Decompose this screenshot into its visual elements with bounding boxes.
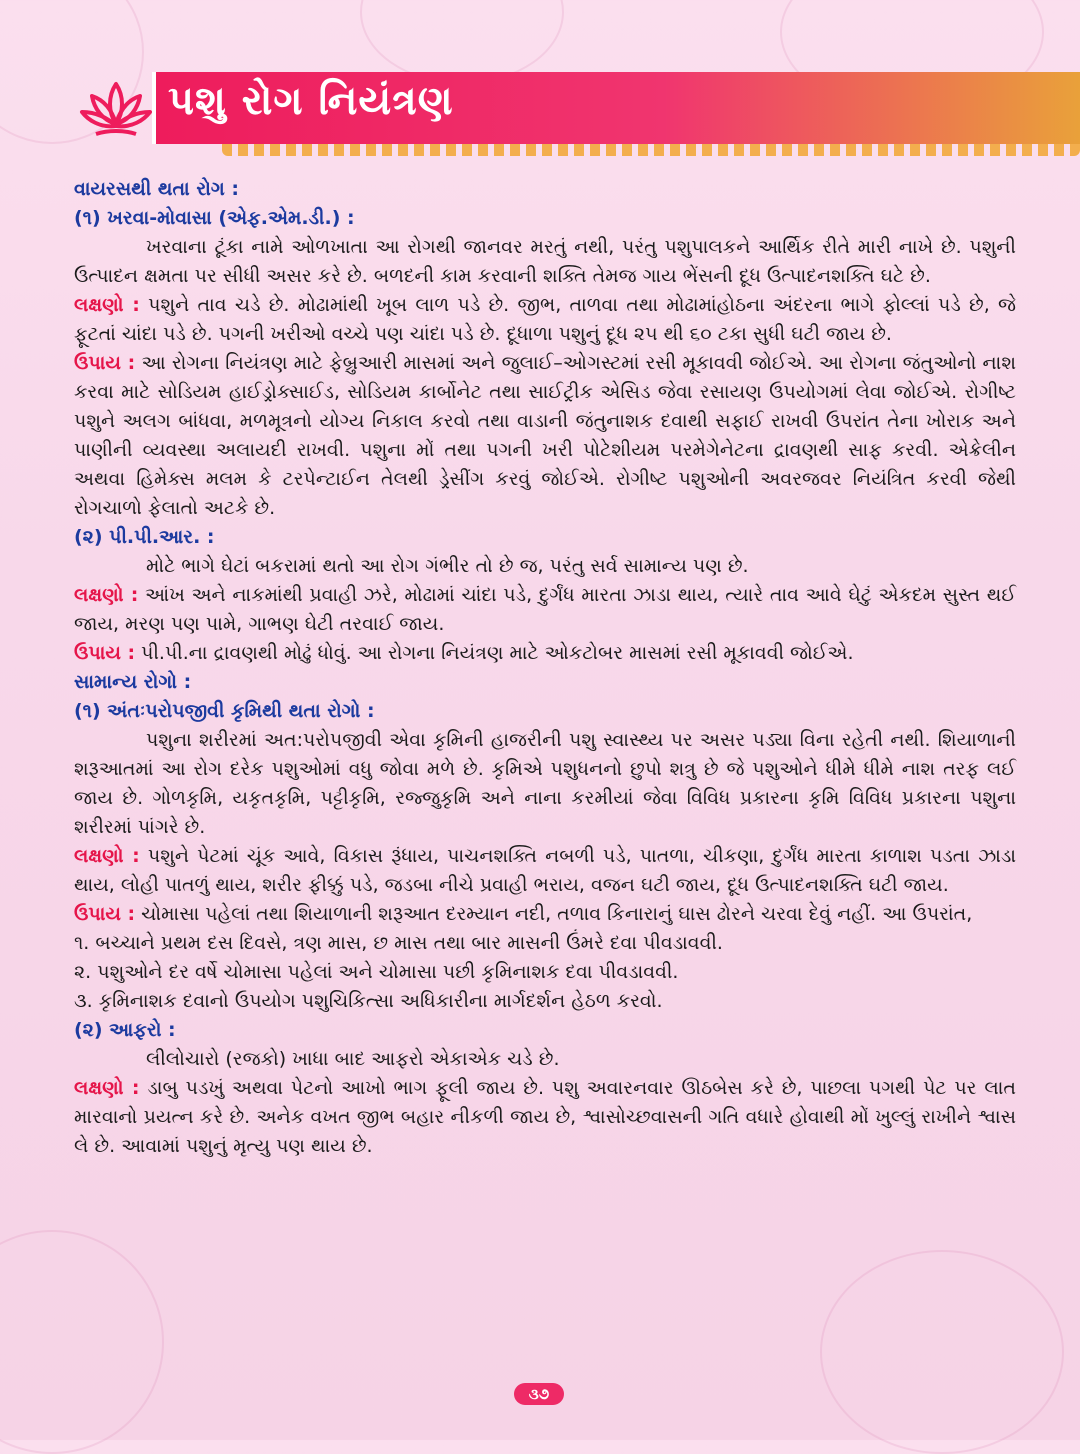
paragraph-ppr-remedy	[74, 639, 1016, 668]
page-number: ૩૭	[514, 1383, 564, 1405]
remedy-label: ઉપાય :	[74, 903, 136, 925]
remedy-text: પી.પી.ના દ્રાવણથી મોઢું ધોવું. આ રોગના નિયંત્રણ માટે ઓકટોબર માસમાં રસી મૂકાવવી જોઈએ.	[141, 642, 854, 664]
page-title: પશુ રોગ નિયંત્રણ	[168, 78, 454, 124]
page-content	[74, 175, 1016, 1161]
paragraph-ppr-intro: મોટે ભાગે ઘેટાં બકરામાં થતો આ રોગ ગંભીર તો છે જ, પરંતુ સર્વ સામાન્ય પણ છે.	[146, 555, 749, 577]
symptoms-text: પશુને તાવ ચડે છે. મોઢામાંથી ખૂબ લાળ પડે છે. જીભ, તાળવા તથા મોઢામાંહોઠના અંદરના ભાગે ફોલ્લાં પડે છે, જે ફૂટતાં ચાંદા પડે છે. પગની ખરીઓ વચ્ચે પણ ચાંદા પડે છે. દૂધાળા પશુનું દૂધ ૨૫ થી ૬૦ ટકા સુધી ઘટી જાય છે.	[74, 294, 1016, 345]
remedy-text: આ રોગના નિયંત્રણ માટે ફેબ્રુઆરી માસમાં અને જુલાઈ–ઓગસ્ટમાં રસી મૂકાવવી જોઈએ. આ રોગના જંતુઓનો નાશ કરવા માટે સોડિયમ હાઈડ્રોક્સાઈડ, સોડિયમ કાર્બોનેટ તથા સાઈટ્રીક એસિડ જેવા રસાયણ ઉપયોગમાં લેવા જોઈએ. રોગીષ્ટ પશુને અલગ બાંધવા, મળમૂત્રનો યોગ્ય નિકાલ કરવો તથા વાડાની જંતુનાશક દવાથી સફાઈ રાખવી ઉપરાંત તેના ખોરાક અને પાણીની વ્યવસ્થા અલાયદી રાખવી. પશુના મોં તથા પગની ખરી પોટેશીયમ પરમેગેનેટના દ્રાવણથી સાફ કરવી. એક્રેલીન અથવા હિમેક્સ મલમ કે ટરપેન્ટાઈન તેલથી ડ્રેસીંગ કરવું જોઈએ. રોગીષ્ટ પશુઓની અવરજવર નિયંત્રિત કરવી જેથી રોગચાળો ફેલાતો અટકે છે.	[74, 352, 1016, 519]
symptoms-label: લક્ષણો :	[74, 1077, 140, 1099]
subheading-worms: (૧) અંતઃપરોપજીવી કૃમિથી થતા રોગો :	[74, 700, 375, 722]
paragraph-fmd-intro: ખરવાના ટૂંકા નામે ઓળખાતા આ રોગથી જાનવર મરતું નથી, પરંતુ પશુપાલકને આર્થિક રીતે મારી નાખે છે. પશુની ઉત્પાદન ક્ષમતા પર સીધી અસર કરે છે. બળદની કામ કરવાની શક્તિ તેમજ ગાય ભેંસની દૂધ ઉત્પાદનશક્તિ ઘટે છે.	[74, 236, 1016, 287]
paragraph-worms-symptoms	[74, 842, 1016, 900]
remedy-label: ઉપાય :	[74, 642, 136, 664]
lotus-icon	[78, 74, 154, 144]
paragraph-bloat-symptoms	[74, 1074, 1016, 1161]
subheading-ppr: (૨) પી.પી.આર. :	[74, 526, 215, 548]
list-item: ૧. બચ્ચાને પ્રથમ દસ દિવસે, ત્રણ માસ, છ માસ તથા બાર માસની ઉંમરે દવા પીવડાવવી.	[74, 932, 723, 954]
symptoms-text: પશુને પેટમાં ચૂંક આવે, વિકાસ રૂંધાય, પાચનશક્તિ નબળી પડે, પાતળા, ચીકણા, દુર્ગંધ મારતા કાળાશ પડતા ઝાડા થાય, લોહી પાતળું થાય, શરીર ફીક્કું પડે, જડબા નીચે પ્રવાહી ભરાય, વજન ઘટી જાય, દૂધ ઉત્પાદનશક્તિ ઘટી જાય.	[74, 845, 1016, 896]
symptoms-text: ડાબુ પડખું અથવા પેટનો આખો ભાગ ફૂલી જાય છે. પશુ અવારનવાર ઊઠબેસ કરે છે, પાછલા પગથી પેટ પર લાત મારવાનો પ્રયત્ન કરે છે. અનેક વખત જીભ બહાર નીકળી જાય છે, શ્વાસોચ્છવાસની ગતિ વધારે હોવાથી મોં ખુલ્લું રાખીને શ્વાસ લે છે. આવામાં પશુનું મૃત્યુ પણ થાય છે.	[74, 1077, 1016, 1157]
paragraph-worms-intro: પશુના શરીરમાં અત:પરોપજીવી એવા કૃમિની હાજરીની પશુ સ્વાસ્થ્ય પર અસર પડ્યા વિના રહેતી નથી. શિયાળાની શરૂઆતમાં આ રોગ દરેક પશુઓમાં વધુ જોવા મળે છે. કૃમિએ પશુધનનો છુપો શત્રુ છે જે પશુઓને ધીમે ધીમે નાશ તરફ લઈ જાય છે. ગોળકૃમિ, યકૃતકૃમિ, પટ્ટીકૃમિ, રજ્જુકૃમિ અને નાના કરમીયાં જેવા વિવિધ પ્રકારના કૃમિ વિવિધ પ્રકારના પશુના શરીરમાં પાંગરે છે.	[74, 729, 1016, 838]
symptoms-label: લક્ષણો :	[74, 584, 139, 606]
symptoms-label: લક્ષણો :	[74, 845, 140, 867]
symptoms-text: આંખ અને નાકમાંથી પ્રવાહી ઝરે, મોઢામાં ચાંદા પડે, દુર્ગંધ મારતા ઝાડા થાય, ત્યારે તાવ આવે ઘેટું એકદમ સુસ્ત થઈ જાય, મરણ પણ પામે, ગાભણ ઘેટી તરવાઈ જાય.	[74, 584, 1016, 635]
list-item: ૨. પશુઓને દર વર્ષે ચોમાસા પહેલાં અને ચોમાસા પછી કૃમિનાશક દવા પીવડાવવી.	[74, 961, 679, 983]
paragraph-bloat-intro: લીલોચારો (રજકો) ખાધા બાદ આફરો એકાએક ચડે છે.	[146, 1048, 560, 1070]
background-floral	[0, 1230, 164, 1454]
symptoms-label: લક્ષણો :	[74, 294, 140, 316]
subheading-fmd: (૧) ખરવા-મોવાસા (એફ.એમ.ડી.) :	[74, 207, 355, 229]
section-heading-common: સામાન્ય રોગો :	[74, 671, 192, 693]
header-lace-border	[222, 144, 1080, 156]
paragraph-ppr-symptoms	[74, 581, 1016, 639]
remedy-label: ઉપાય :	[74, 352, 136, 374]
list-item: ૩. કૃમિનાશક દવાનો ઉપયોગ પશુચિકિત્સા અધિકારીના માર્ગદર્શન હેઠળ કરવો.	[74, 990, 663, 1012]
paragraph-worms-remedy	[74, 900, 1016, 929]
background-floral	[820, 1250, 1064, 1454]
paragraph-fmd-remedy	[74, 349, 1016, 523]
remedy-text: ચોમાસા પહેલાં તથા શિયાળાની શરૂઆત દરમ્યાન નદી, તળાવ કિનારાનું ઘાસ ઢોરને ચરવા દેવું નહીં. આ ઉપરાંત,	[141, 903, 973, 925]
paragraph-fmd-symptoms	[74, 291, 1016, 349]
subheading-bloat: (૨) આફરો :	[74, 1019, 176, 1041]
page-header	[70, 72, 1080, 150]
section-heading-viral: વાયરસથી થતા રોગ :	[74, 178, 239, 200]
